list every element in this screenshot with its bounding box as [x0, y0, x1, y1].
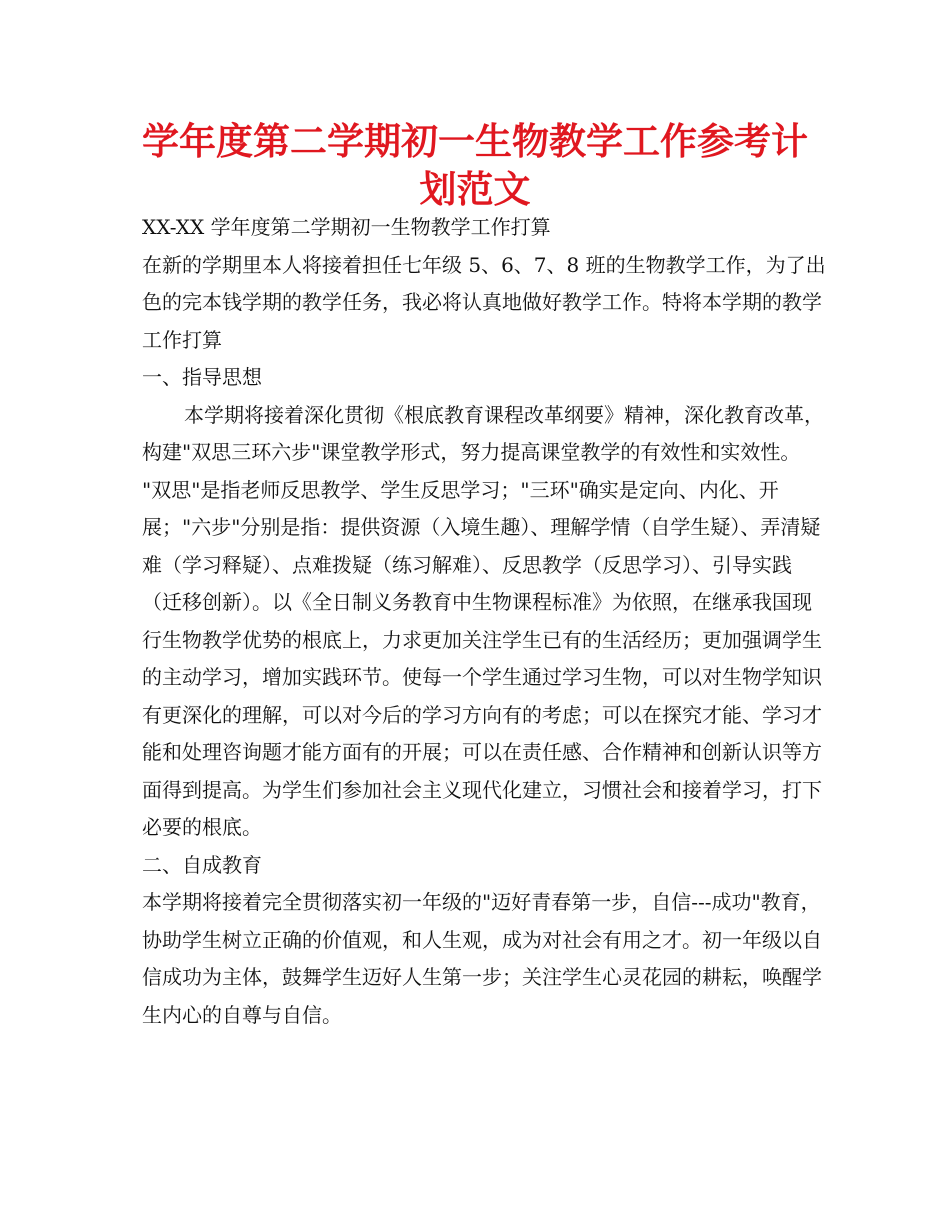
document-subtitle: XX-XX 学年度第二学期初一生物教学工作打算 — [142, 215, 551, 239]
section-heading-guiding-ideology: 一、指导思想 — [142, 365, 262, 389]
title-line-2: 划范文 — [419, 168, 531, 211]
title-line-1: 学年度第二学期初一生物教学工作参考计 — [142, 120, 808, 163]
document-title — [100, 118, 850, 214]
document-body — [142, 209, 827, 1034]
section2-paragraph-1: 本学期将接着完全贯彻落实初一年级的"迈好青春第一步，自信---成功"教育，协助学生树立正确的价值观，和人生观，成为对社会有用之才。初一年级以自信成功为主体，鼓舞学生迈好人生第一步；关注学生心灵花园的耕耘，唤醒学生内心的自尊与自信。 — [142, 890, 822, 1027]
section1-paragraph-1: 本学期将接着深化贯彻《根底教育课程改革纲要》精神，深化教育改革，构建"双思三环六步"课堂教学形式，努力提高课堂教学的有效性和实效性。 — [142, 402, 824, 464]
section1-paragraph-2: "双思"是指老师反思教学、学生反思学习；"三环"确实是定向、内化、开展；"六步"分别是指：提供资源（入境生趣）、理解学情（自学生疑）、弄清疑难（学习释疑）、点难拨疑（练习解难）、反思教学（反思学习）、引导实践（迁移创新）。以《全日制义务教育中生物课程标准》为依照，在继承我国现行生物教学优势的根底上，力求更加关注学生已有的生活经历；更加强调学生的主动学习，增加实践环节。使每一个学生通过学习生物，可以对生物学知识有更深化的理解，可以对今后的学习方向有的考虑；可以在探究才能、学习才能和处理咨询题才能方面有的开展；可以在责任感、合作精神和创新认识等方面得到提高。为学生们参加社会主义现代化建立，习惯社会和接着学习，打下必要的根底。 — [142, 477, 822, 839]
intro-paragraph: 在新的学期里本人将接着担任七年级 5、6、7、8 班的生物教学工作，为了出色的完本钱学期的教学任务，我必将认真地做好教学工作。特将本学期的教学工作打算 — [142, 252, 826, 352]
section-heading-self-education: 二、自成教育 — [142, 852, 262, 877]
